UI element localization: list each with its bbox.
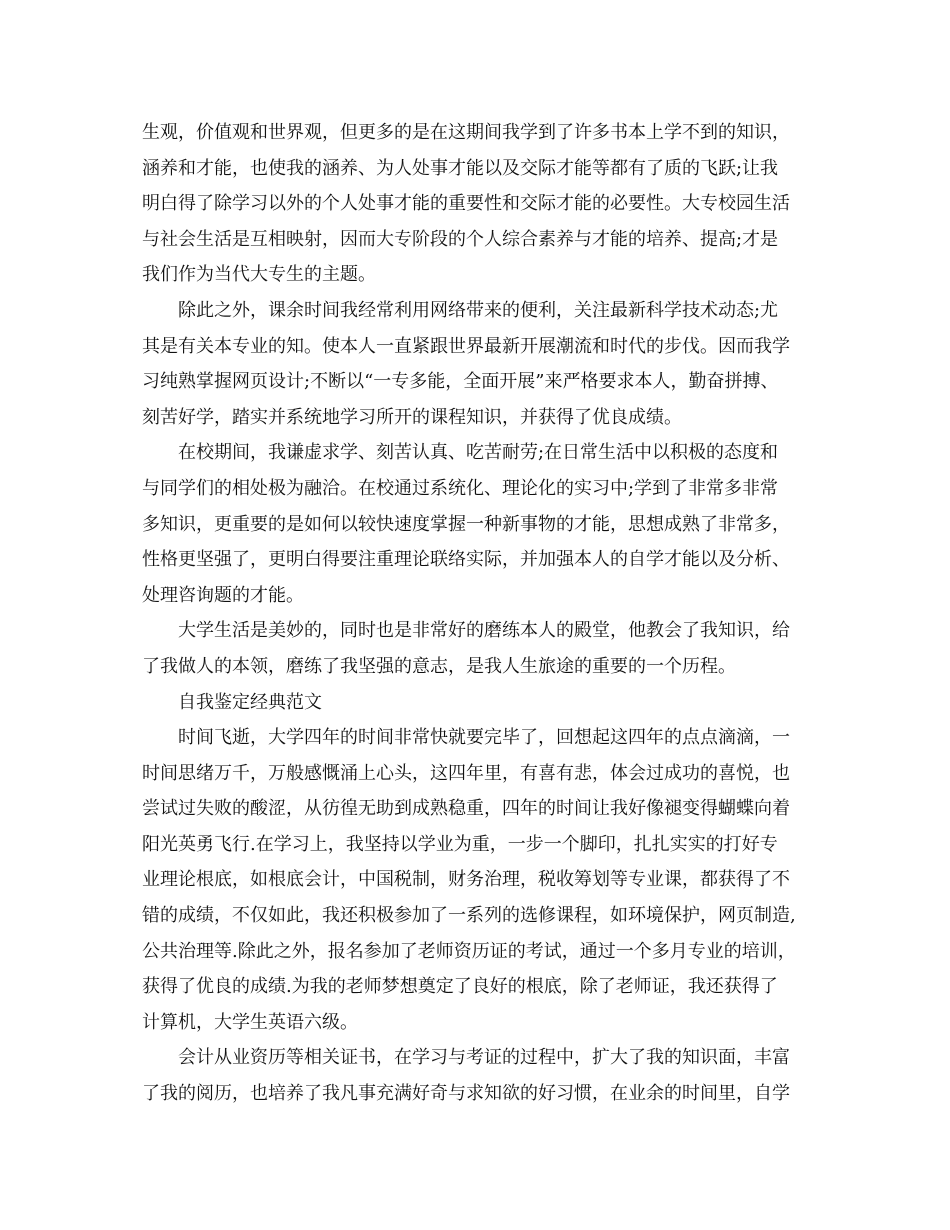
text-line: 尝试过失败的酸涩，从彷徨无助到成熟稳重，四年的时间让我好像褪变得蝴蝶向着 — [142, 798, 790, 820]
text-line: 刻苦好学，踏实并系统地学习所开的课程知识，并获得了优良成绩。 — [142, 406, 682, 428]
document-body — [142, 115, 822, 1112]
text-line: 错的成绩，不仅如此，我还积极参加了一系列的选修课程，如环境保护，网页制造, — [142, 905, 796, 927]
text-line: 时间思绪万千，万般感慨涌上心头，这四年里，有喜有悲，体会过成功的喜悦，也 — [142, 762, 790, 784]
text-line: 与社会生活是互相映射，因而大专阶段的个人综合素养与才能的培养、提高;才是 — [142, 228, 779, 250]
paragraph-start-line: 除此之外，课余时间我经常利用网络带来的便利，关注最新科学技术动态;尤 — [178, 299, 779, 321]
paragraph-start-line: 大学生活是美妙的，同时也是非常好的磨练本人的殿堂，他教会了我知识，给 — [178, 620, 790, 642]
paragraph-start-line: 自我鉴定经典范文 — [178, 691, 322, 713]
text-line: 获得了优良的成绩.为我的老师梦想奠定了良好的根底，除了老师证，我还获得了 — [142, 976, 778, 998]
text-line: 公共治理等.除此之外，报名参加了老师资历证的考试，通过一个多月专业的培训， — [142, 940, 796, 962]
text-line: 习纯熟掌握网页设计;不断以“一专多能，全面开展”来严格要求本人，勤奋拼搏、 — [142, 371, 779, 393]
text-line: 阳光英勇飞行.在学习上，我坚持以学业为重，一步一个脚印，扎扎实实的打好专 — [142, 833, 778, 855]
paragraph-start-line: 时间飞逝，大学四年的时间非常快就要完毕了，回想起这四年的点点滴滴，一 — [178, 727, 790, 749]
text-line: 了我的阅历，也培养了我凡事充满好奇与求知欲的好习惯，在业余的时间里，自学 — [142, 1083, 790, 1105]
text-line: 处理咨询题的才能。 — [142, 584, 304, 606]
text-line: 性格更坚强了，更明白得要注重理论联络实际，并加强本人的自学才能以及分析、 — [142, 549, 790, 571]
paragraph-start-line: 在校期间，我谦虚求学、刻苦认真、吃苦耐劳;在日常生活中以积极的态度和 — [178, 442, 779, 464]
text-line: 涵养和才能，也使我的涵养、为人处事才能以及交际才能等都有了质的飞跃;让我 — [142, 157, 779, 179]
text-line: 了我做人的本领，磨练了我坚强的意志，是我人生旅途的重要的一个历程。 — [142, 655, 736, 677]
text-line: 生观，价值观和世界观，但更多的是在这期间我学到了许多书本上学不到的知识， — [142, 122, 790, 143]
text-line: 明白得了除学习以外的个人处事才能的重要性和交际才能的必要性。大专校园生活 — [142, 193, 790, 215]
text-line: 业理论根底，如根底会计，中国税制，财务治理，税收筹划等专业课，都获得了不 — [142, 869, 790, 891]
text-line: 与同学们的相处极为融洽。在校通过系统化、理论化的实习中;学到了非常多非常 — [142, 477, 779, 499]
text-line: 多知识，更重要的是如何以较快速度掌握一种新事物的才能，思想成熟了非常多， — [142, 513, 790, 535]
text-line: 计算机，大学生英语六级。 — [142, 1011, 358, 1033]
paragraph-start-line: 会计从业资历等相关证书，在学习与考证的过程中，扩大了我的知识面，丰富 — [178, 1047, 790, 1069]
text-line: 其是有关本专业的知。使本人一直紧跟世界最新开展潮流和时代的步伐。因而我学 — [142, 335, 790, 357]
text-line: 我们作为当代大专生的主题。 — [142, 264, 376, 286]
